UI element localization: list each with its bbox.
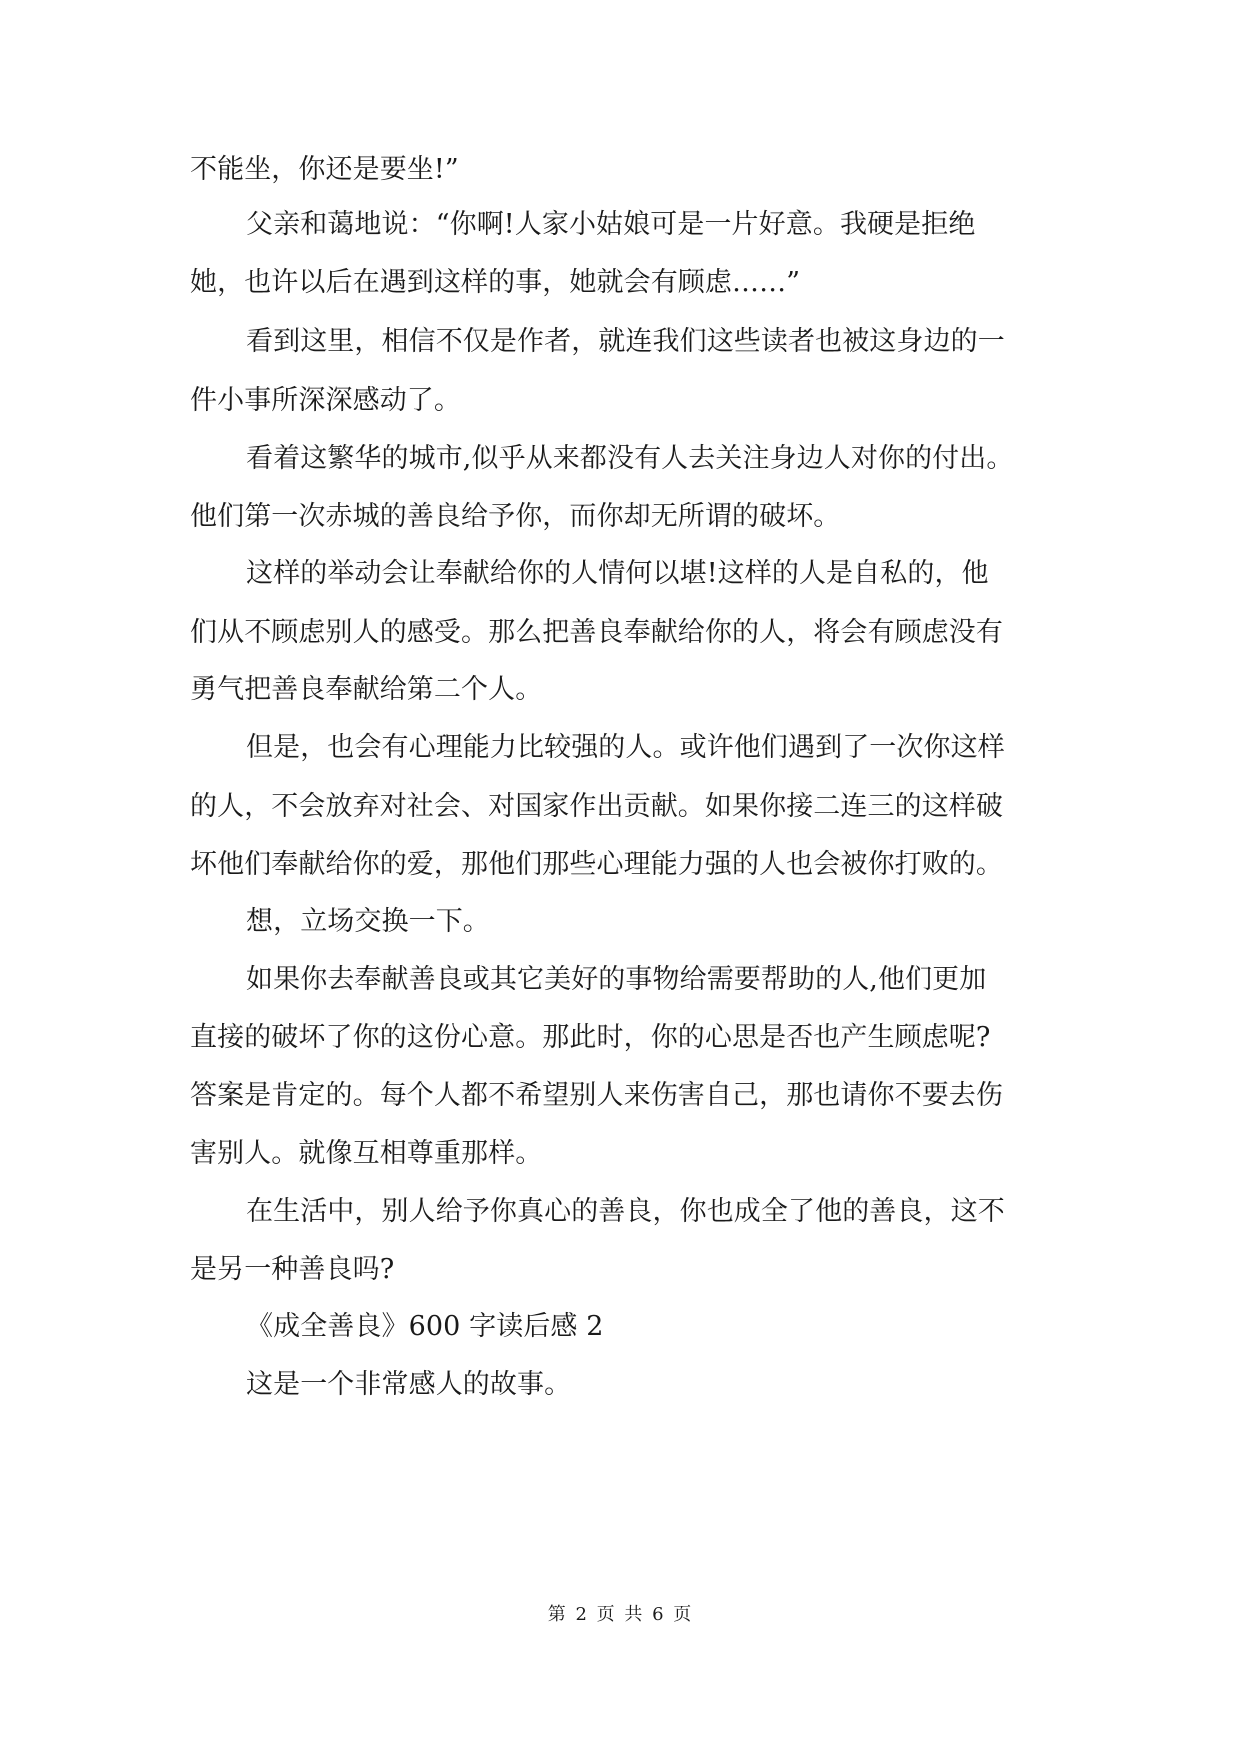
paragraph-line: 看着这繁华的城市,似乎从来都没有人去关注身边人对你的付出。 [246, 443, 1014, 474]
text-line: 不能坐，你还是要坐!” [190, 154, 459, 185]
paragraph-line: 父亲和蔼地说：“你啊!人家小姑娘可是一片好意。我硬是拒绝 [246, 209, 976, 240]
paragraph-line: 看到这里，相信不仅是作者，就连我们这些读者也被这身边的一 [246, 326, 1005, 357]
paragraph-line: 这样的举动会让奉献给你的人情何以堪!这样的人是自私的，他 [246, 558, 989, 589]
section-heading: 《成全善良》600 字读后感 2 [246, 1311, 604, 1342]
paragraph-line: 在生活中，别人给予你真心的善良，你也成全了他的善良，这不 [246, 1196, 1005, 1227]
page-number-footer: 第 2 页 共 6 页 [547, 1604, 694, 1625]
text-line: 件小事所深深感动了。 [190, 385, 461, 416]
text-line: 们从不顾虑别人的感受。那么把善良奉献给你的人，将会有顾虑没有 [190, 617, 1003, 648]
text-line: 害别人。就像互相尊重那样。 [190, 1138, 543, 1169]
text-line: 的人，不会放弃对社会、对国家作出贡献。如果你接二连三的这样破 [190, 791, 1003, 822]
text-line: 答案是肯定的。每个人都不希望别人来伤害自己，那也请你不要去伤 [190, 1080, 1003, 1111]
text-line: 坏他们奉献给你的爱，那他们那些心理能力强的人也会被你打败的。 [190, 849, 1003, 880]
text-line: 勇气把善良奉献给第二个人。 [190, 674, 543, 705]
paragraph-line: 如果你去奉献善良或其它美好的事物给需要帮助的人,他们更加 [246, 964, 987, 995]
text-line: 是另一种善良吗? [190, 1254, 395, 1285]
text-line: 她，也许以后在遇到这样的事，她就会有顾虑……” [190, 267, 801, 298]
text-line: 直接的破坏了你的这份心意。那此时，你的心思是否也产生顾虑呢? [190, 1022, 991, 1053]
paragraph-line: 但是，也会有心理能力比较强的人。或许他们遇到了一次你这样 [246, 732, 1005, 763]
text-line: 他们第一次赤城的善良给予你，而你却无所谓的破坏。 [190, 501, 841, 532]
paragraph-line: 想，立场交换一下。 [246, 906, 490, 937]
paragraph-line: 这是一个非常感人的故事。 [246, 1369, 572, 1400]
